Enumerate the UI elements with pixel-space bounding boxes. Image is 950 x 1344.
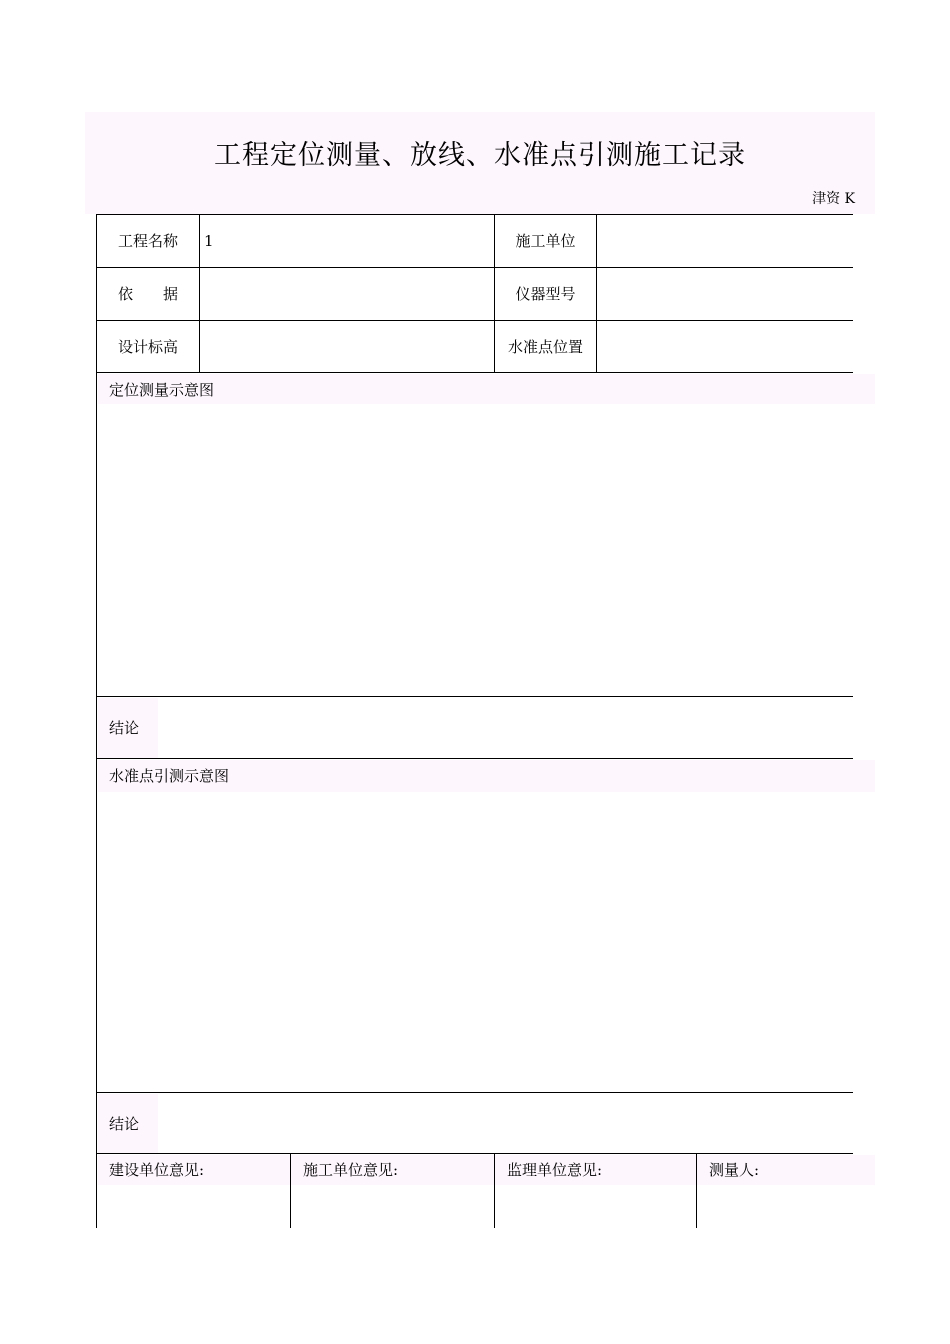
benchmark-conclusion-field[interactable]	[160, 1094, 853, 1153]
table-top-border	[96, 214, 853, 215]
row-divider-3	[96, 372, 853, 373]
diagram-2-bottom-border	[96, 1092, 853, 1093]
project-name-label: 工程名称	[117, 232, 178, 250]
info-col-divider-3	[596, 214, 597, 373]
instrument-model-label: 仪器型号	[515, 285, 576, 303]
page-title: 工程定位测量、放线、水准点引测施工记录	[214, 140, 746, 171]
benchmark-diagram-area[interactable]	[97, 793, 853, 1092]
positioning-diagram-area[interactable]	[97, 405, 853, 696]
signature-col-divider-1	[290, 1153, 291, 1228]
basis-label: 依 据	[117, 285, 178, 303]
diagram-1-bottom-border	[96, 696, 853, 697]
row-divider-2	[96, 320, 853, 321]
signature-col-divider-3	[696, 1153, 697, 1228]
benchmark-conclusion-label: 结论	[109, 1115, 140, 1133]
project-name-value[interactable]: 1	[204, 232, 214, 250]
form-code: 津资 K	[812, 191, 855, 207]
info-col-divider-1	[199, 214, 200, 373]
benchmark-position-label: 水准点位置	[507, 338, 583, 356]
construction-unit-label: 施工单位	[515, 232, 576, 250]
conclusion-2-bottom-border	[96, 1153, 853, 1154]
positioning-conclusion-field[interactable]	[160, 698, 853, 758]
positioning-diagram-label: 定位测量示意图	[109, 381, 215, 399]
row-divider-1	[96, 267, 853, 268]
conclusion-1-bottom-border	[96, 758, 853, 759]
owner-opinion-label: 建设单位意见:	[109, 1161, 205, 1179]
benchmark-diagram-label: 水准点引测示意图	[109, 767, 230, 785]
positioning-conclusion-label: 结论	[109, 719, 140, 737]
design-elevation-label: 设计标高	[117, 338, 178, 356]
supervisor-opinion-label: 监理单位意见:	[507, 1161, 603, 1179]
contractor-opinion-label: 施工单位意见:	[303, 1161, 399, 1179]
positioning-diagram-label-background	[98, 374, 875, 404]
surveyor-label: 测量人:	[709, 1161, 760, 1179]
signature-col-divider-2	[494, 1153, 495, 1228]
